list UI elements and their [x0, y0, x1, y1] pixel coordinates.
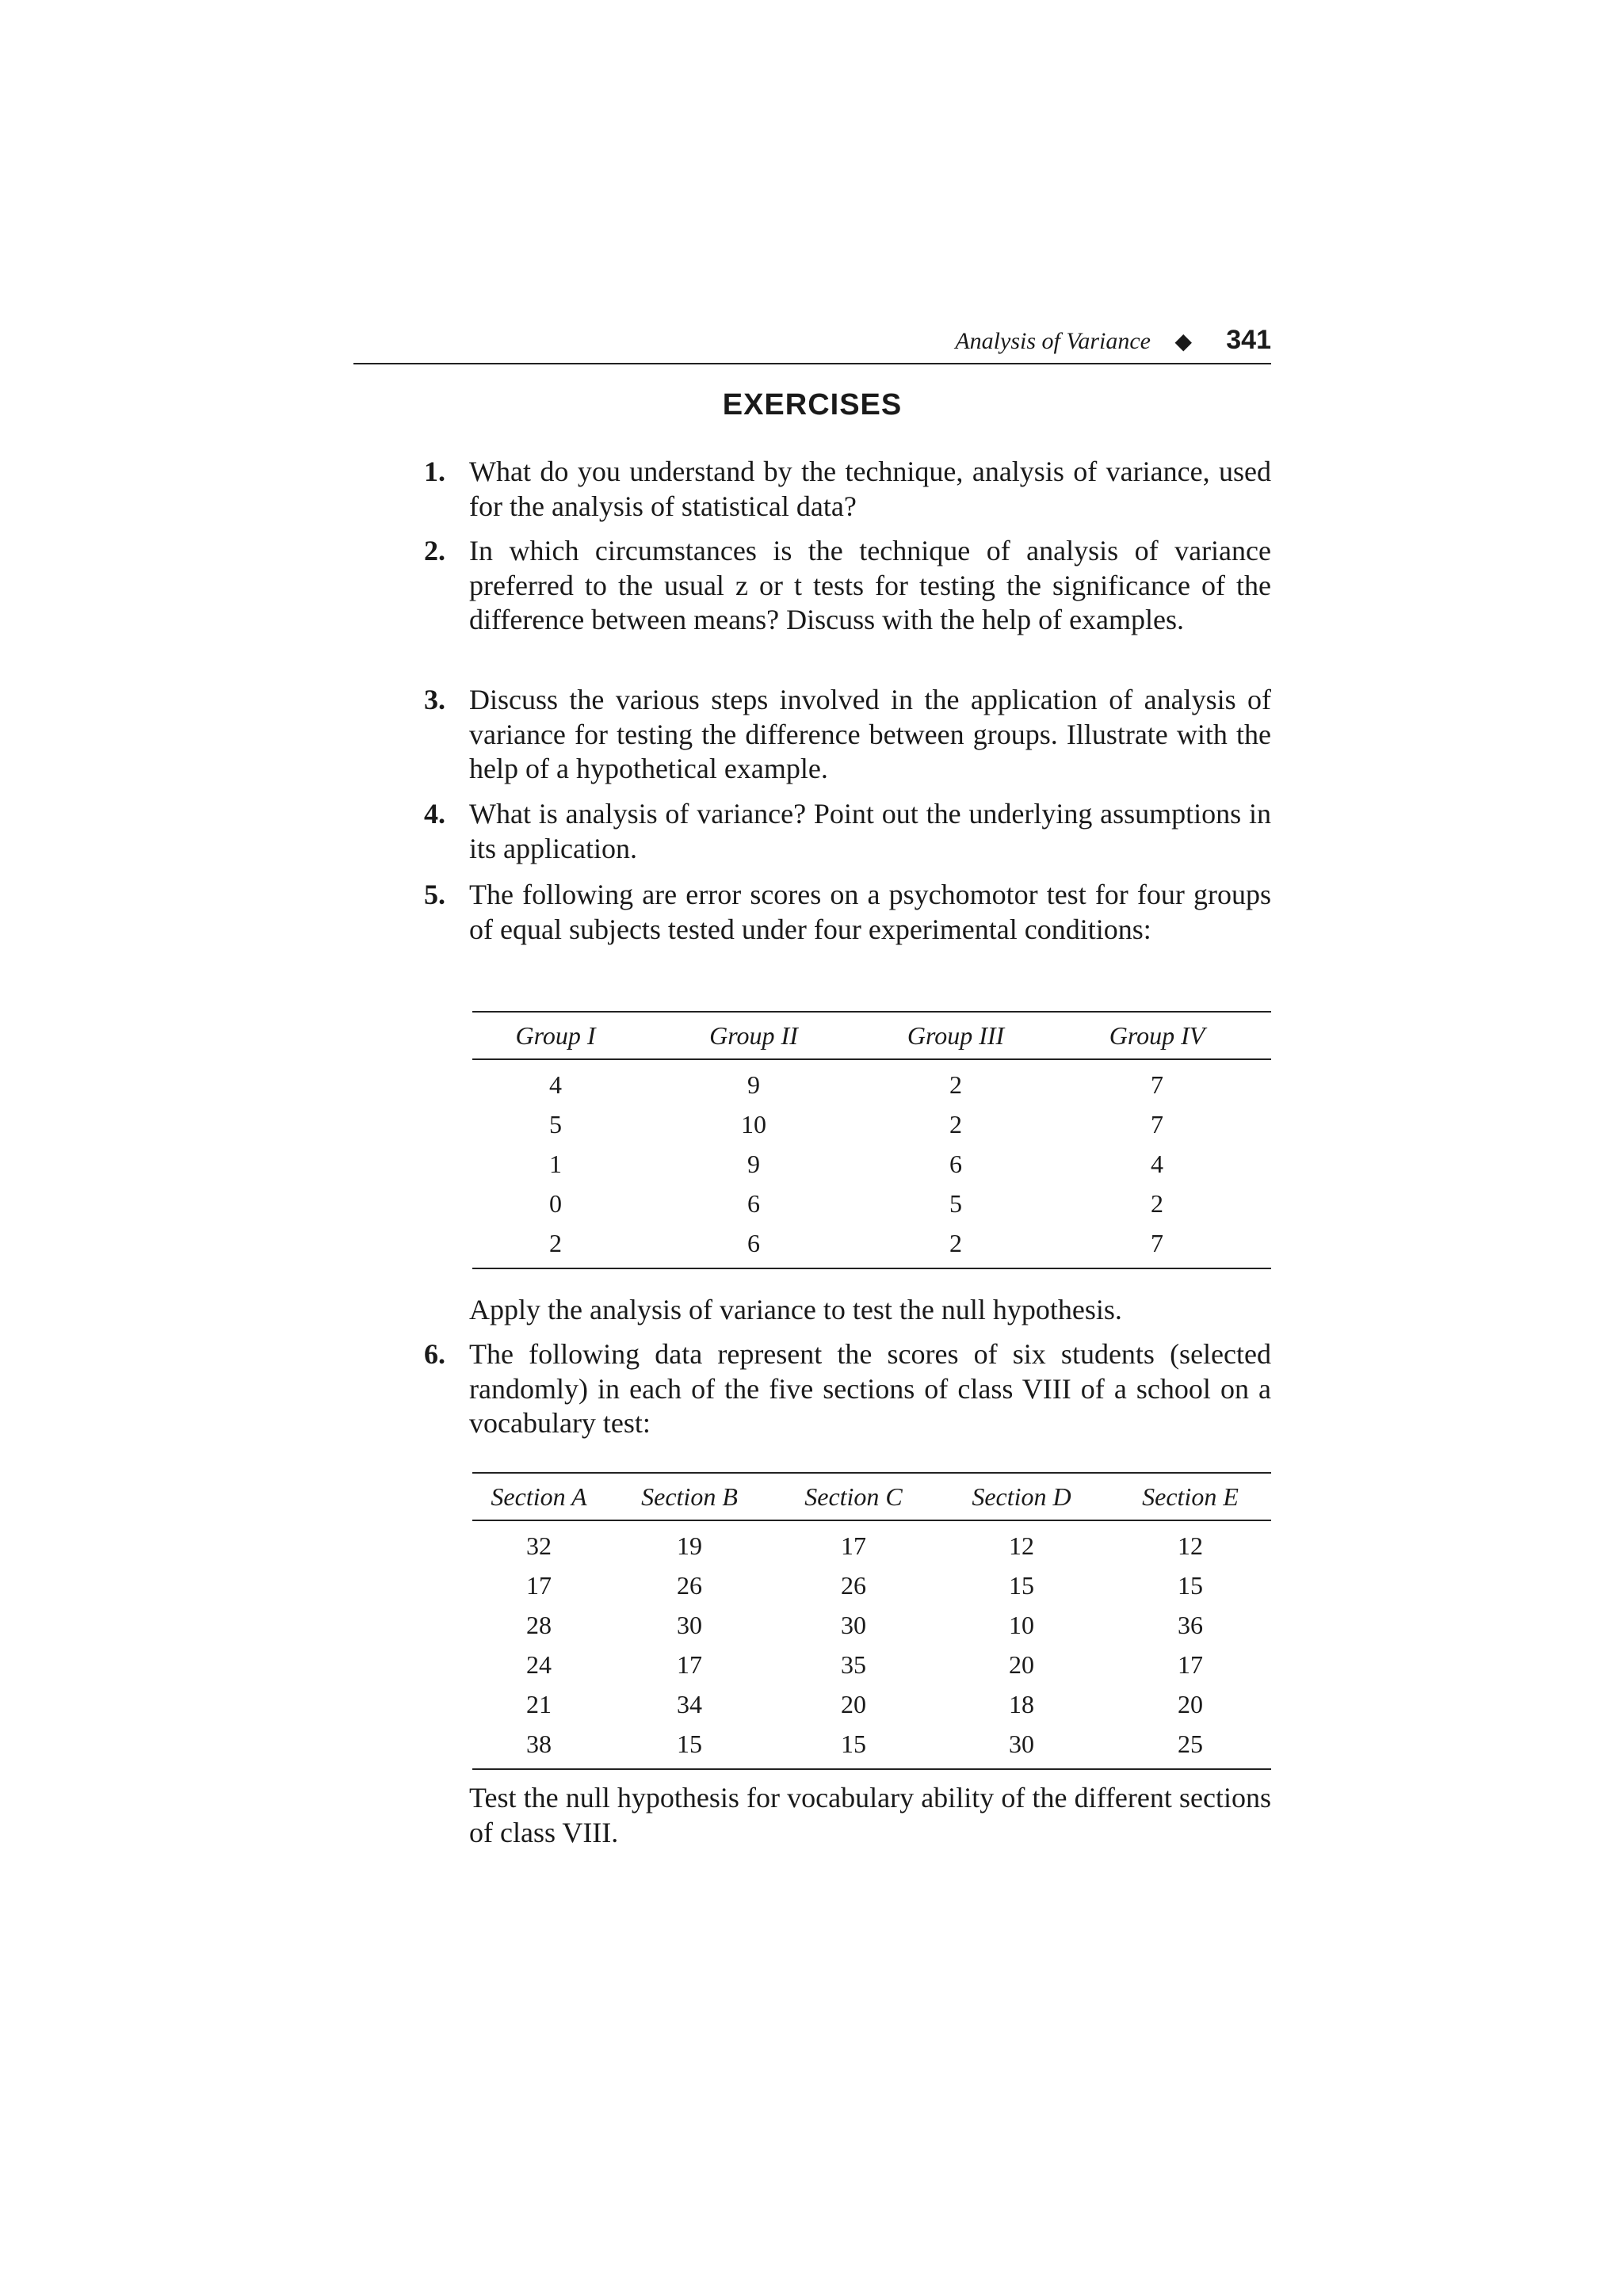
table-cell: 12	[1178, 1531, 1203, 1560]
table-row	[472, 1223, 1271, 1268]
exercise-number: 2.	[424, 535, 445, 566]
table-header-row	[472, 1012, 1271, 1059]
table-cell: 15	[605, 1724, 773, 1769]
table-cell: 25	[1109, 1724, 1271, 1769]
table-cell: 2	[949, 1109, 962, 1138]
table-cell: 2	[869, 1223, 1043, 1268]
table-row	[472, 1144, 1271, 1184]
table-row	[472, 1684, 1271, 1724]
table-row	[472, 1605, 1271, 1645]
table-cell: 30	[841, 1610, 866, 1639]
exercise-text: The following data represent the scores of six students (selected randomly) in each of the five sections of class VIII of a school on a vocabulary test:	[469, 1338, 1271, 1439]
table-cell: 30	[677, 1610, 702, 1639]
running-head-title: Analysis of Variance	[955, 328, 1151, 354]
column-header: Group I	[472, 1012, 639, 1059]
table-cell: 7	[1151, 1070, 1163, 1099]
table-cell: 18	[1009, 1689, 1034, 1718]
vocabulary-scores-table	[472, 1472, 1271, 1770]
table-cell: 26	[841, 1570, 866, 1600]
table-cell: 10	[741, 1109, 766, 1138]
exercise-text: What is analysis of variance? Point out the underlying assumptions in its application.	[469, 798, 1271, 864]
exercise-number: 5.	[424, 879, 445, 910]
table-cell: 4	[1151, 1149, 1163, 1178]
table-cell: 4	[549, 1070, 562, 1099]
table-cell: 2	[1151, 1188, 1163, 1218]
table-cell: 20	[841, 1689, 866, 1718]
table-cell: 17	[1178, 1650, 1203, 1679]
table-cell: 19	[677, 1531, 702, 1560]
column-header: Group III	[869, 1012, 1043, 1059]
exercise-text: What do you understand by the technique, analysis of variance, used for the analysis of statistical data?	[469, 456, 1271, 522]
table-row	[472, 1724, 1271, 1769]
table-row	[472, 1520, 1271, 1566]
table-row	[472, 1566, 1271, 1605]
table-cell: 6	[639, 1223, 869, 1268]
table-cell: 0	[549, 1188, 562, 1218]
table-cell: 9	[747, 1149, 760, 1178]
running-header	[353, 323, 1271, 364]
table-cell: 38	[472, 1724, 605, 1769]
exercise-number: 6.	[424, 1338, 445, 1370]
table-cell: 26	[677, 1570, 702, 1600]
table-cell: 2	[472, 1223, 639, 1268]
table-cell: 7	[1151, 1109, 1163, 1138]
table-row	[472, 1645, 1271, 1684]
error-scores-table	[472, 1011, 1271, 1269]
table-cell: 35	[841, 1650, 866, 1679]
column-header: Section E	[1109, 1473, 1271, 1520]
table-cell: 15	[773, 1724, 934, 1769]
column-header: Section A	[472, 1473, 605, 1520]
table-row	[472, 1104, 1271, 1144]
exercise-number: 4.	[424, 798, 445, 830]
table-cell: 12	[1009, 1531, 1034, 1560]
table-row	[472, 1059, 1271, 1104]
column-header: Group IV	[1043, 1012, 1271, 1059]
exercise-number: 1.	[424, 456, 445, 487]
table2-followup-text: Test the null hypothesis for vocabulary ability of the different sections of class VIII.	[469, 1782, 1271, 1848]
diamond-icon: ◆	[1174, 328, 1192, 354]
table-cell: 15	[1178, 1570, 1203, 1600]
table-cell: 17	[526, 1570, 552, 1600]
table-cell: 30	[934, 1724, 1109, 1769]
exercise-text: In which circumstances is the technique of analysis of variance preferred to the usual z or t tests for testing the significance of the difference between means? Discuss with the help of examples.	[469, 535, 1271, 635]
table-cell: 9	[747, 1070, 760, 1099]
table-cell: 6	[747, 1188, 760, 1218]
table-cell: 10	[1009, 1610, 1034, 1639]
column-header: Section B	[605, 1473, 773, 1520]
table-cell: 17	[841, 1531, 866, 1560]
column-header: Group II	[639, 1012, 869, 1059]
table-cell: 20	[1009, 1650, 1034, 1679]
table-cell: 6	[949, 1149, 962, 1178]
table-cell: 20	[1178, 1689, 1203, 1718]
column-header: Section C	[773, 1473, 934, 1520]
table-cell: 5	[549, 1109, 562, 1138]
table-cell: 7	[1043, 1223, 1271, 1268]
column-header: Section D	[934, 1473, 1109, 1520]
table-cell: 1	[549, 1149, 562, 1178]
exercise-text: The following are error scores on a psychomotor test for four groups of equal subjects tested under four experimental conditions:	[469, 879, 1271, 945]
table-cell: 34	[677, 1689, 702, 1718]
table-cell: 5	[949, 1188, 962, 1218]
page-number: 341	[1226, 325, 1271, 355]
table-cell: 17	[677, 1650, 702, 1679]
table-cell: 28	[526, 1610, 552, 1639]
exercise-number: 3.	[424, 684, 445, 715]
table-cell: 21	[526, 1689, 552, 1718]
table-header-row	[472, 1473, 1271, 1520]
table-cell: 36	[1178, 1610, 1203, 1639]
table1-followup-text: Apply the analysis of variance to test the null hypothesis.	[469, 1294, 1122, 1325]
exercise-text: Discuss the various steps involved in the application of analysis of variance for testing the difference between groups. Illustrate with the help of a hypothetical example.	[469, 684, 1271, 784]
table-cell: 24	[526, 1650, 552, 1679]
table-cell: 15	[1009, 1570, 1034, 1600]
table-cell: 2	[949, 1070, 962, 1099]
table-cell: 32	[526, 1531, 552, 1560]
table-row	[472, 1184, 1271, 1223]
exercises-heading: EXERCISES	[722, 388, 903, 421]
